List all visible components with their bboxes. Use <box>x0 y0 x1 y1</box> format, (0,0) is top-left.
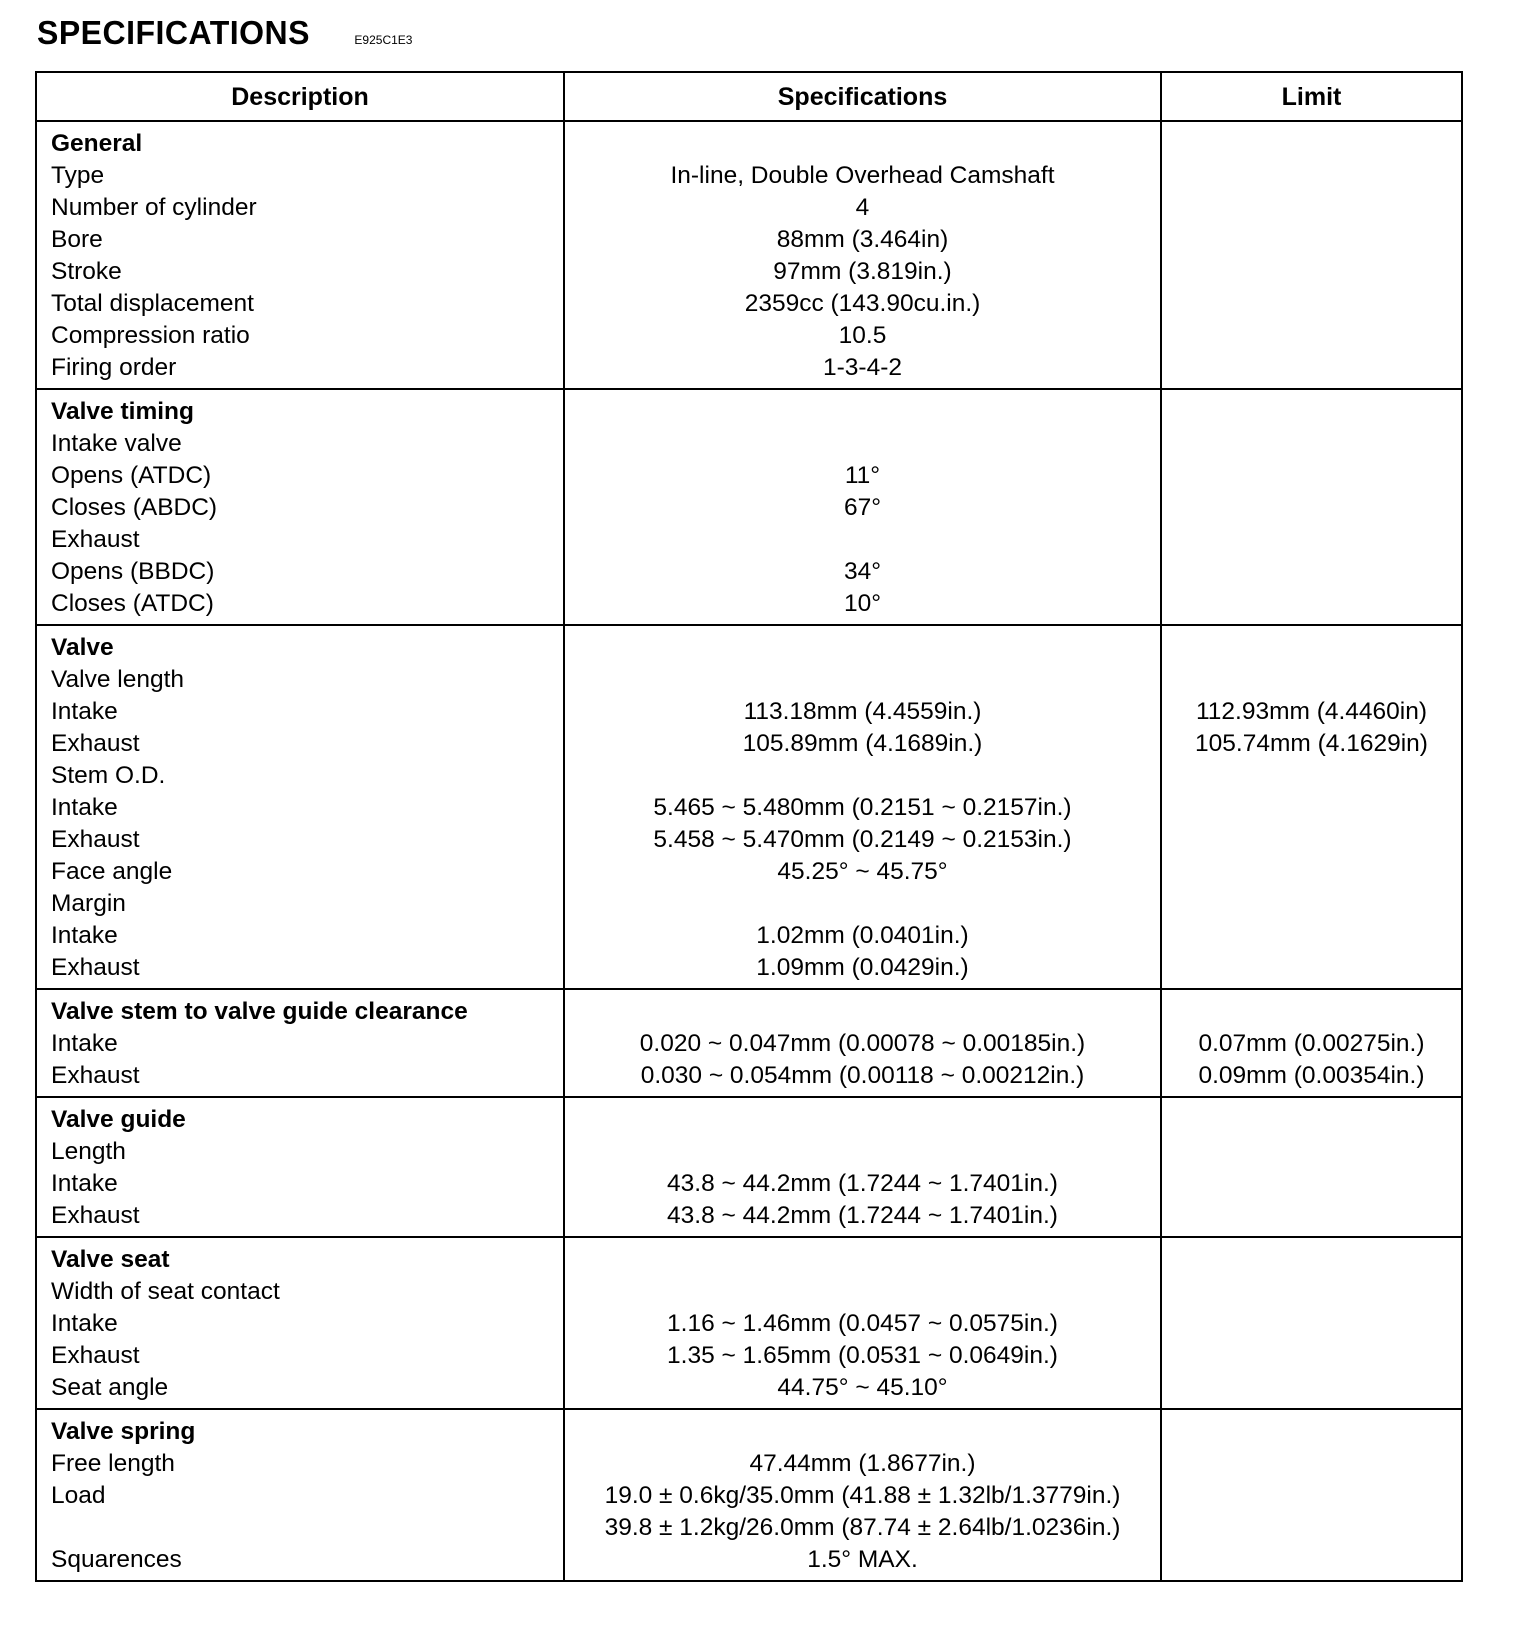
section-row-valve-spring <box>36 1409 1462 1581</box>
section-row-valve-guide <box>36 1097 1462 1237</box>
specification-value: 11° <box>844 462 881 489</box>
specification-value: 1.02mm (0.0401in.) <box>756 922 969 949</box>
description-value: Exhaust <box>51 730 140 757</box>
column-header-specifications: Specifications <box>564 72 1161 121</box>
specification-value: 34° <box>843 558 882 585</box>
section-title-spacer <box>565 996 1160 1028</box>
description-cell <box>36 1237 564 1409</box>
limit-value <box>1162 1448 1461 1480</box>
specification-value: 43.8 ~ 44.2mm (1.7244 ~ 1.7401in.) <box>667 1202 1058 1229</box>
specification-value: 39.8 ± 1.2kg/26.0mm (87.74 ± 2.64lb/1.0236in.) <box>604 1514 1121 1541</box>
specification-value: 97mm (3.819in.) <box>773 258 952 285</box>
specification-value: 5.458 ~ 5.470mm (0.2149 ~ 0.2153in.) <box>653 826 1072 853</box>
section-title: Valve guide <box>51 1106 186 1133</box>
limit-value <box>1162 320 1461 352</box>
limit-value <box>1162 352 1461 384</box>
description-value: Intake <box>51 1310 118 1337</box>
section-title: Valve spring <box>51 1418 196 1445</box>
description-value: Margin <box>51 890 126 917</box>
limit-value <box>1162 792 1461 824</box>
specification-cell <box>564 121 1161 389</box>
section-title: Valve seat <box>51 1246 170 1273</box>
limit-value <box>1162 760 1461 792</box>
limit-value: 0.07mm (0.00275in.) <box>1198 1030 1425 1057</box>
description-value: Closes (ABDC) <box>51 494 218 521</box>
specification-value <box>565 428 1160 460</box>
limit-value <box>1162 1276 1461 1308</box>
section-title-spacer <box>1162 396 1461 428</box>
specification-value: 47.44mm (1.8677in.) <box>749 1450 976 1477</box>
limit-value <box>1162 1480 1461 1512</box>
description-value: Intake <box>51 1030 118 1057</box>
description-value: Exhaust <box>51 826 140 853</box>
specification-value: 67° <box>843 494 882 521</box>
limit-value <box>1162 588 1461 620</box>
specification-cell <box>564 1237 1161 1409</box>
description-value: Compression ratio <box>51 322 250 349</box>
limit-value <box>1162 1168 1461 1200</box>
description-value: Exhaust <box>51 1062 140 1089</box>
section-title-spacer <box>1162 1104 1461 1136</box>
description-cell <box>36 389 564 625</box>
section-title-spacer <box>1162 1244 1461 1276</box>
limit-value <box>1162 428 1461 460</box>
limit-value <box>1162 1544 1461 1576</box>
limit-cell <box>1161 989 1462 1097</box>
limit-value <box>1162 460 1461 492</box>
limit-value: 0.09mm (0.00354in.) <box>1198 1062 1425 1089</box>
specification-value: 1-3-4-2 <box>823 354 902 381</box>
specification-value <box>565 524 1160 556</box>
limit-cell <box>1161 389 1462 625</box>
description-value: Exhaust <box>51 1202 140 1229</box>
description-value: Stroke <box>51 258 122 285</box>
specification-value: 44.75° ~ 45.10° <box>777 1374 948 1401</box>
limit-value <box>1162 952 1461 984</box>
description-cell <box>36 1097 564 1237</box>
specification-value <box>565 760 1160 792</box>
limit-value <box>1162 1372 1461 1404</box>
description-value: Length <box>51 1138 126 1165</box>
specification-value: 10° <box>843 590 882 617</box>
limit-value: 105.74mm (4.1629in) <box>1195 730 1428 757</box>
section-row-valve-seat <box>36 1237 1462 1409</box>
specification-value: In-line, Double Overhead Camshaft <box>670 162 1055 189</box>
specification-value: 113.18mm (4.4559in.) <box>743 698 982 725</box>
limit-value <box>1162 1136 1461 1168</box>
specification-value <box>565 888 1160 920</box>
limit-value <box>1162 192 1461 224</box>
description-value: Number of cylinder <box>51 194 257 221</box>
limit-value <box>1162 888 1461 920</box>
description-value: Intake <box>51 794 118 821</box>
column-header-limit: Limit <box>1161 72 1462 121</box>
specification-value: 19.0 ± 0.6kg/35.0mm (41.88 ± 1.32lb/1.3779in.) <box>604 1482 1121 1509</box>
description-value: Type <box>51 162 105 189</box>
specification-value: 10.5 <box>838 322 887 349</box>
limit-cell <box>1161 1237 1462 1409</box>
table-body <box>36 121 1462 1581</box>
description-value: Opens (BBDC) <box>51 558 215 585</box>
limit-value <box>1162 160 1461 192</box>
specification-value: 5.465 ~ 5.480mm (0.2151 ~ 0.2157in.) <box>653 794 1072 821</box>
specification-cell <box>564 1097 1161 1237</box>
description-cell <box>36 989 564 1097</box>
description-value: Firing order <box>51 354 177 381</box>
page-title: SPECIFICATIONS <box>37 14 310 51</box>
limit-value <box>1162 556 1461 588</box>
limit-value <box>1162 1340 1461 1372</box>
section-title-spacer <box>1162 128 1461 160</box>
description-cell <box>36 625 564 989</box>
description-value: Width of seat contact <box>51 1278 280 1305</box>
limit-value <box>1162 256 1461 288</box>
description-value: Squarences <box>51 1546 182 1573</box>
description-value: Bore <box>51 226 103 253</box>
limit-cell <box>1161 1097 1462 1237</box>
section-title-spacer <box>565 1104 1160 1136</box>
specification-value <box>565 664 1160 696</box>
specification-value <box>565 1136 1160 1168</box>
description-value: Intake <box>51 1170 118 1197</box>
section-title-spacer <box>1162 632 1461 664</box>
specification-value: 1.35 ~ 1.65mm (0.0531 ~ 0.0649in.) <box>667 1342 1058 1369</box>
description-cell <box>36 121 564 389</box>
section-row-valve <box>36 625 1462 989</box>
section-title: Valve stem to valve guide clearance <box>51 998 468 1025</box>
description-value: Face angle <box>51 858 173 885</box>
specification-cell <box>564 1409 1161 1581</box>
column-header-description: Description <box>36 72 564 121</box>
description-value: Exhaust <box>51 954 140 981</box>
section-row-general <box>36 121 1462 389</box>
limit-value <box>1162 920 1461 952</box>
specification-value: 2359cc (143.90cu.in.) <box>744 290 981 317</box>
specification-cell <box>564 389 1161 625</box>
specification-cell <box>564 989 1161 1097</box>
limit-value <box>1162 824 1461 856</box>
section-row-valve-timing <box>36 389 1462 625</box>
page-header <box>37 14 412 58</box>
limit-value <box>1162 524 1461 556</box>
section-title-spacer <box>565 1244 1160 1276</box>
specification-value: 0.030 ~ 0.054mm (0.00118 ~ 0.00212in.) <box>640 1062 1085 1089</box>
limit-value <box>1162 224 1461 256</box>
specification-value: 0.020 ~ 0.047mm (0.00078 ~ 0.00185in.) <box>639 1030 1086 1057</box>
description-value: Valve length <box>51 666 185 693</box>
section-row-valve-stem-to-valve-guide-clearance <box>36 989 1462 1097</box>
specification-value: 45.25° ~ 45.75° <box>777 858 948 885</box>
section-title-spacer <box>565 1416 1160 1448</box>
specification-value: 1.16 ~ 1.46mm (0.0457 ~ 0.0575in.) <box>667 1310 1058 1337</box>
limit-value <box>1162 1512 1461 1544</box>
limit-value: 112.93mm (4.4460in) <box>1195 698 1428 725</box>
description-value <box>51 1512 563 1544</box>
document-code: E925C1E3 <box>354 33 413 47</box>
limit-value <box>1162 856 1461 888</box>
limit-cell <box>1161 121 1462 389</box>
description-value: Exhaust <box>51 1342 140 1369</box>
limit-value <box>1162 664 1461 696</box>
section-title-spacer <box>1162 1416 1461 1448</box>
description-value: Intake <box>51 922 118 949</box>
description-value: Stem O.D. <box>51 762 166 789</box>
specification-value: 105.89mm (4.1689in.) <box>742 730 983 757</box>
specification-cell <box>564 625 1161 989</box>
description-value: Intake <box>51 698 118 725</box>
description-value: Exhaust <box>51 526 140 553</box>
description-value: Total displacement <box>51 290 254 317</box>
description-value: Opens (ATDC) <box>51 462 212 489</box>
specification-value: 43.8 ~ 44.2mm (1.7244 ~ 1.7401in.) <box>667 1170 1058 1197</box>
section-title-spacer <box>1162 996 1461 1028</box>
description-value: Closes (ATDC) <box>51 590 214 617</box>
section-title: Valve <box>51 634 114 661</box>
description-value: Load <box>51 1482 106 1509</box>
specification-value: 1.5° MAX. <box>807 1546 918 1573</box>
limit-cell <box>1161 1409 1462 1581</box>
limit-value <box>1162 1308 1461 1340</box>
section-title-spacer <box>565 396 1160 428</box>
description-value: Intake valve <box>51 430 182 457</box>
table-header-row <box>36 72 1462 121</box>
specification-value: 88mm (3.464in) <box>776 226 949 253</box>
limit-value <box>1162 492 1461 524</box>
specifications-table <box>35 71 1463 1582</box>
section-title-spacer <box>565 632 1160 664</box>
section-title: Valve timing <box>51 398 194 425</box>
limit-cell <box>1161 625 1462 989</box>
description-value: Seat angle <box>51 1374 169 1401</box>
description-cell <box>36 1409 564 1581</box>
limit-value <box>1162 288 1461 320</box>
limit-value <box>1162 1200 1461 1232</box>
specification-value: 1.09mm (0.0429in.) <box>756 954 969 981</box>
specification-value <box>565 1276 1160 1308</box>
specification-value: 4 <box>855 194 870 221</box>
section-title-spacer <box>565 128 1160 160</box>
description-value: Free length <box>51 1450 175 1477</box>
section-title: General <box>51 130 143 157</box>
